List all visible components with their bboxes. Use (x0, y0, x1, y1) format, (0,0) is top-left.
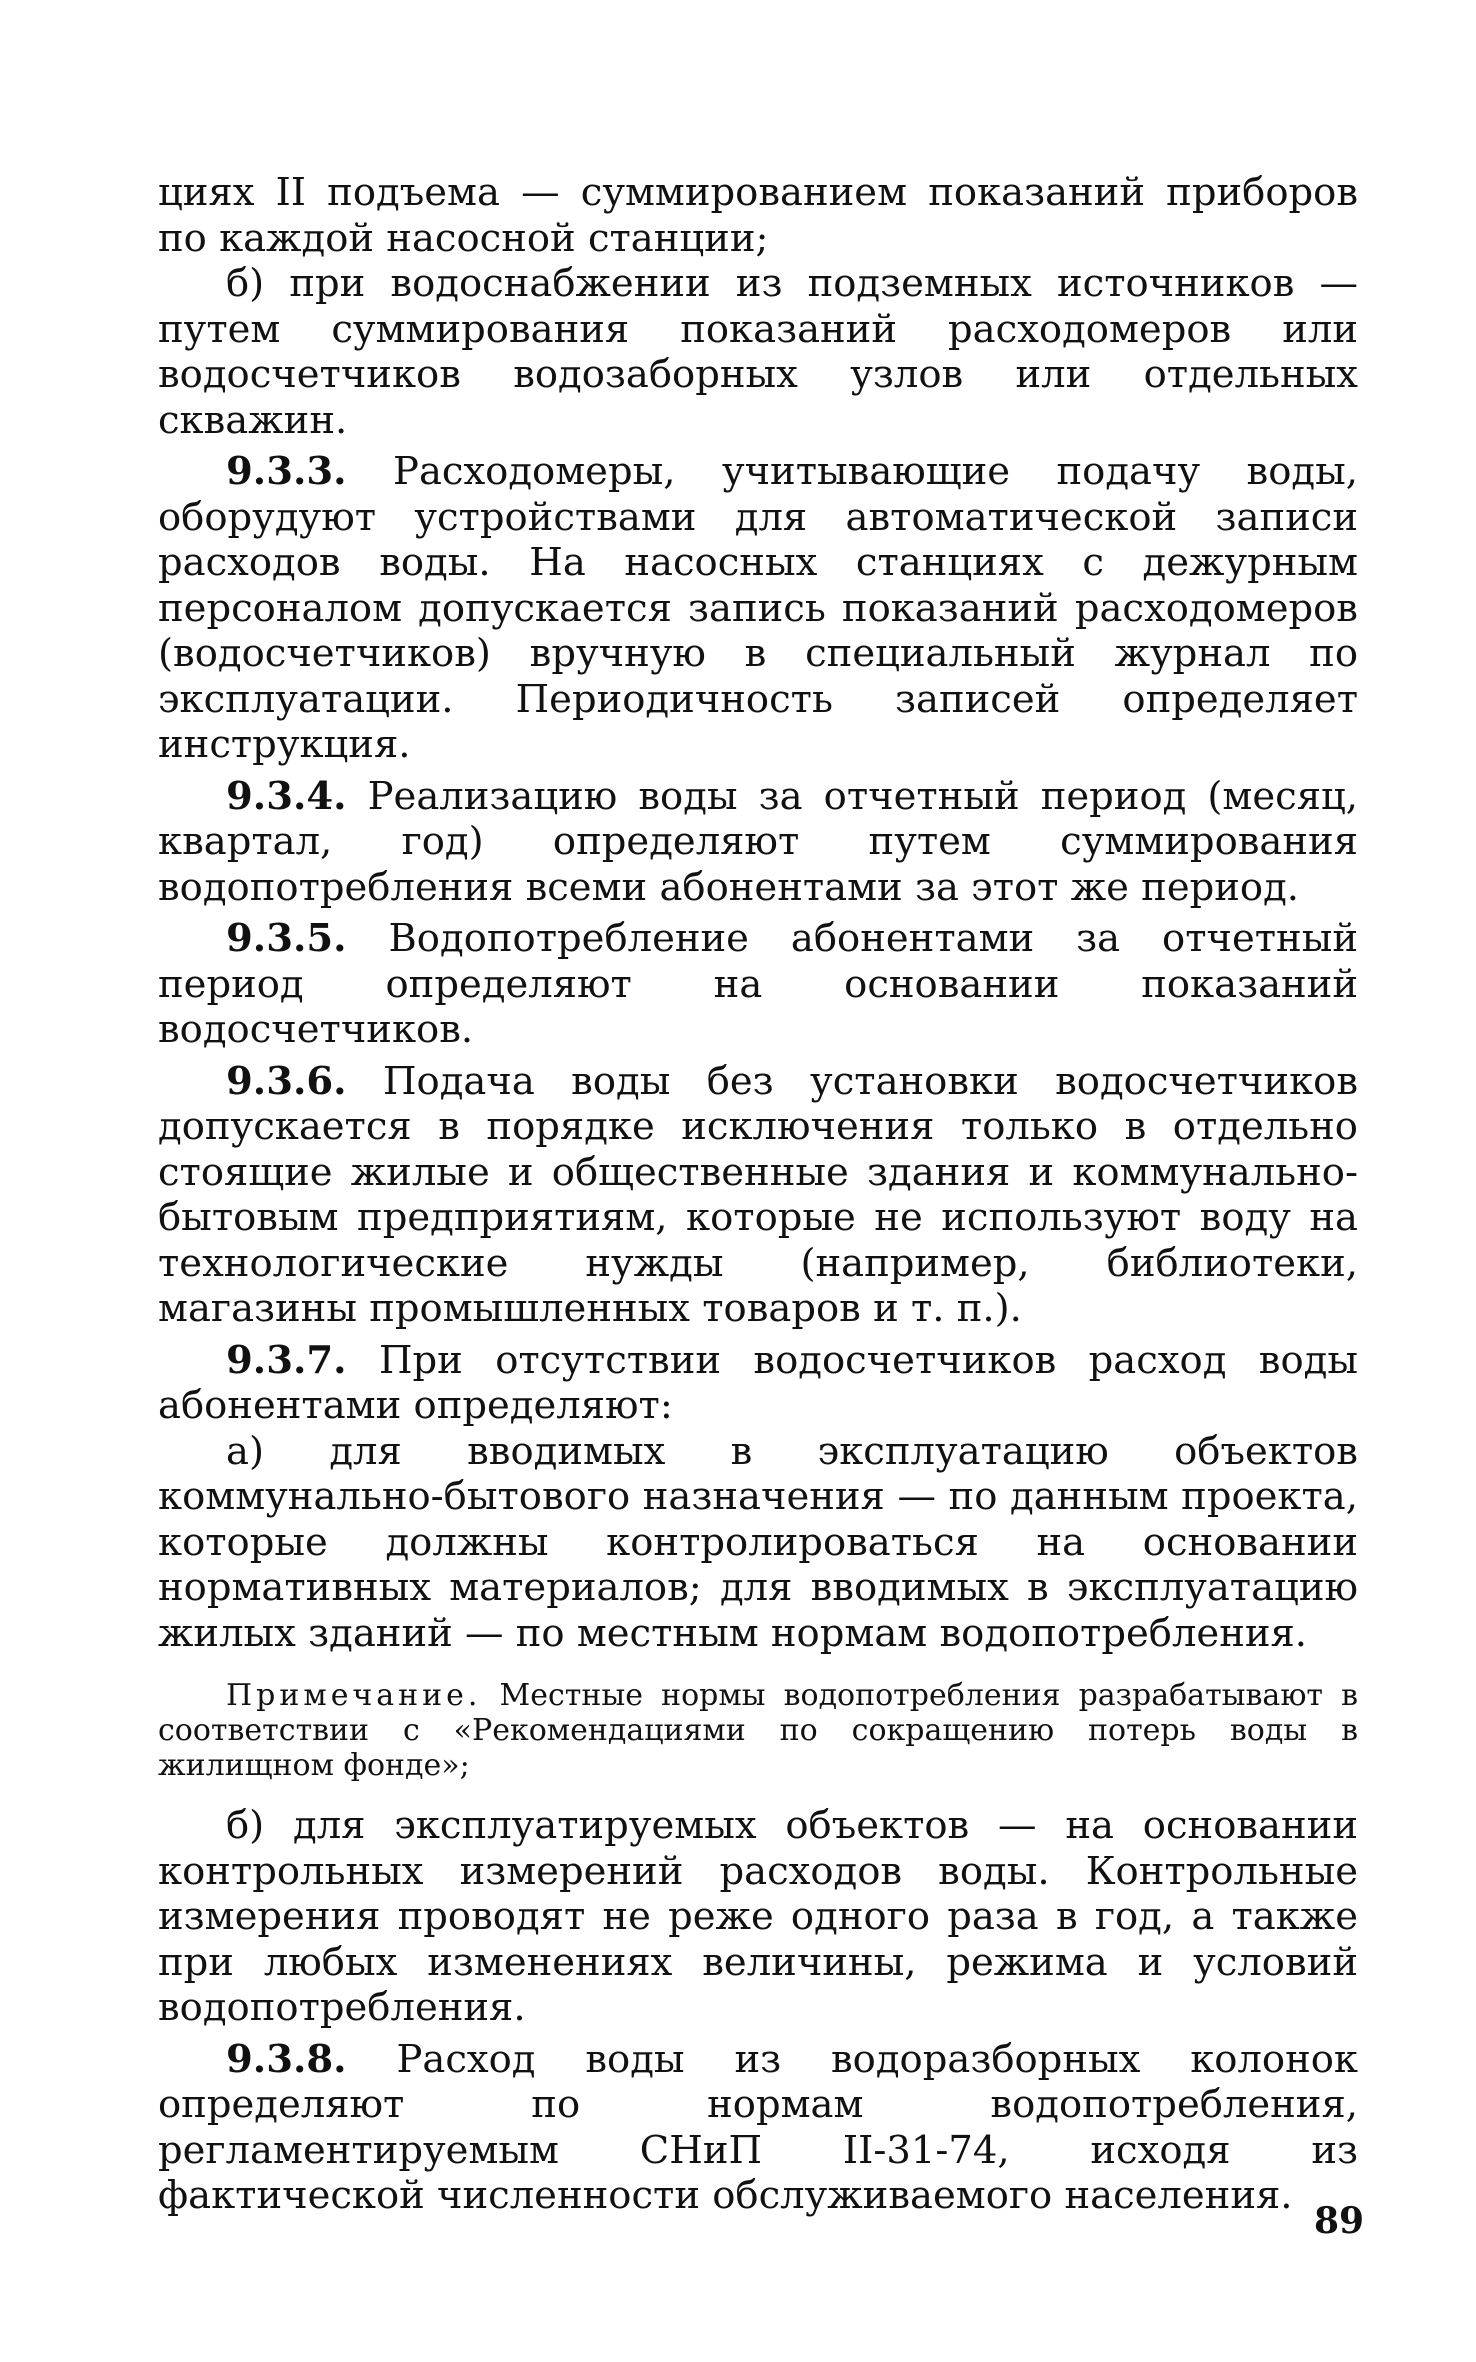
note-label: Примечание. (226, 1678, 482, 1713)
section-number: 9.3.7. (226, 1337, 347, 1383)
section-number: 9.3.6. (226, 1058, 347, 1104)
section-number: 9.3.8. (226, 2036, 347, 2082)
paragraph-text: Водопотребление абонентами за отчетный период определяют на основании показаний водосчетчиков. (158, 916, 1358, 1052)
paragraph-9-3-5 (158, 916, 1358, 1053)
paragraph-9-3-8 (158, 2037, 1358, 2219)
page-body (158, 170, 1358, 2219)
page-number: 89 (1314, 2200, 1365, 2242)
paragraph-text: Расход воды из водоразборных колонок определяют по нормам водопотребления, регламентируемым СНиП II-31-74, исходя из фактической численности обслуживаемого населения. (158, 2036, 1358, 2218)
note-text: Местные нормы водопотребления разрабатывают в соответствии с «Рекомендациями по сокращению потерь воды в жилищном фонде»; (158, 1678, 1358, 1783)
paragraph-continuation: циях II подъема — суммированием показаний приборов по каждой насосной станции; (158, 170, 1358, 261)
paragraph-text: Расходомеры, учитывающие подачу воды, оборудуют устройствами для автоматической записи расходов воды. На насосных станциях с дежурным персоналом допускается запись показаний расходомеров (водосчетчиков) вручную в специальный журнал по эксплуатации. Периодичность записей определяет инструкция. (158, 449, 1358, 767)
paragraph-text: Подача воды без установки водосчетчиков допускается в порядке исключения только в отдельно стоящие жилые и общественные здания и коммунально-бытовым предприятиям, которые не используют воду на технологические нужды (например, библиотеки, магазины промышленных товаров и т. п.). (158, 1058, 1358, 1331)
note (158, 1678, 1358, 1783)
paragraph-9-3-4 (158, 774, 1358, 911)
paragraph-b-underground-sources: б) при водоснабжении из подземных источников — путем суммирования показаний расходомеров или водосчетчиков водозаборных узлов или отдельных скважин. (158, 261, 1358, 443)
paragraph-9-3-6 (158, 1059, 1358, 1332)
paragraph-9-3-3 (158, 449, 1358, 768)
paragraph-b-existing-objects: б) для эксплуатируемых объектов — на основании контрольных измерений расходов воды. Контрольные измерения проводят не реже одного раза в год, а также при любых изменениях величины, режима и условий водопотребления. (158, 1803, 1358, 2030)
paragraph-text: Реализацию воды за отчетный период (месяц, квартал, год) определяют путем суммирования водопотребления всеми абонентами за этот же период. (158, 773, 1358, 910)
section-number: 9.3.3. (226, 449, 347, 494)
section-number: 9.3.4. (226, 773, 347, 819)
paragraph-9-3-7 (158, 1338, 1358, 1429)
section-number: 9.3.5. (226, 916, 347, 961)
paragraph-a-new-objects: а) для вводимых в эксплуатацию объектов коммунально-бытового назначения — по данным проекта, которые должны контролироваться на основании нормативных материалов; для вводимых в эксплуатацию жилых зданий — по местным нормам водопотребления. (158, 1428, 1358, 1656)
paragraph-text: При отсутствии водосчетчиков расход воды абонентами определяют: (158, 1337, 1358, 1428)
